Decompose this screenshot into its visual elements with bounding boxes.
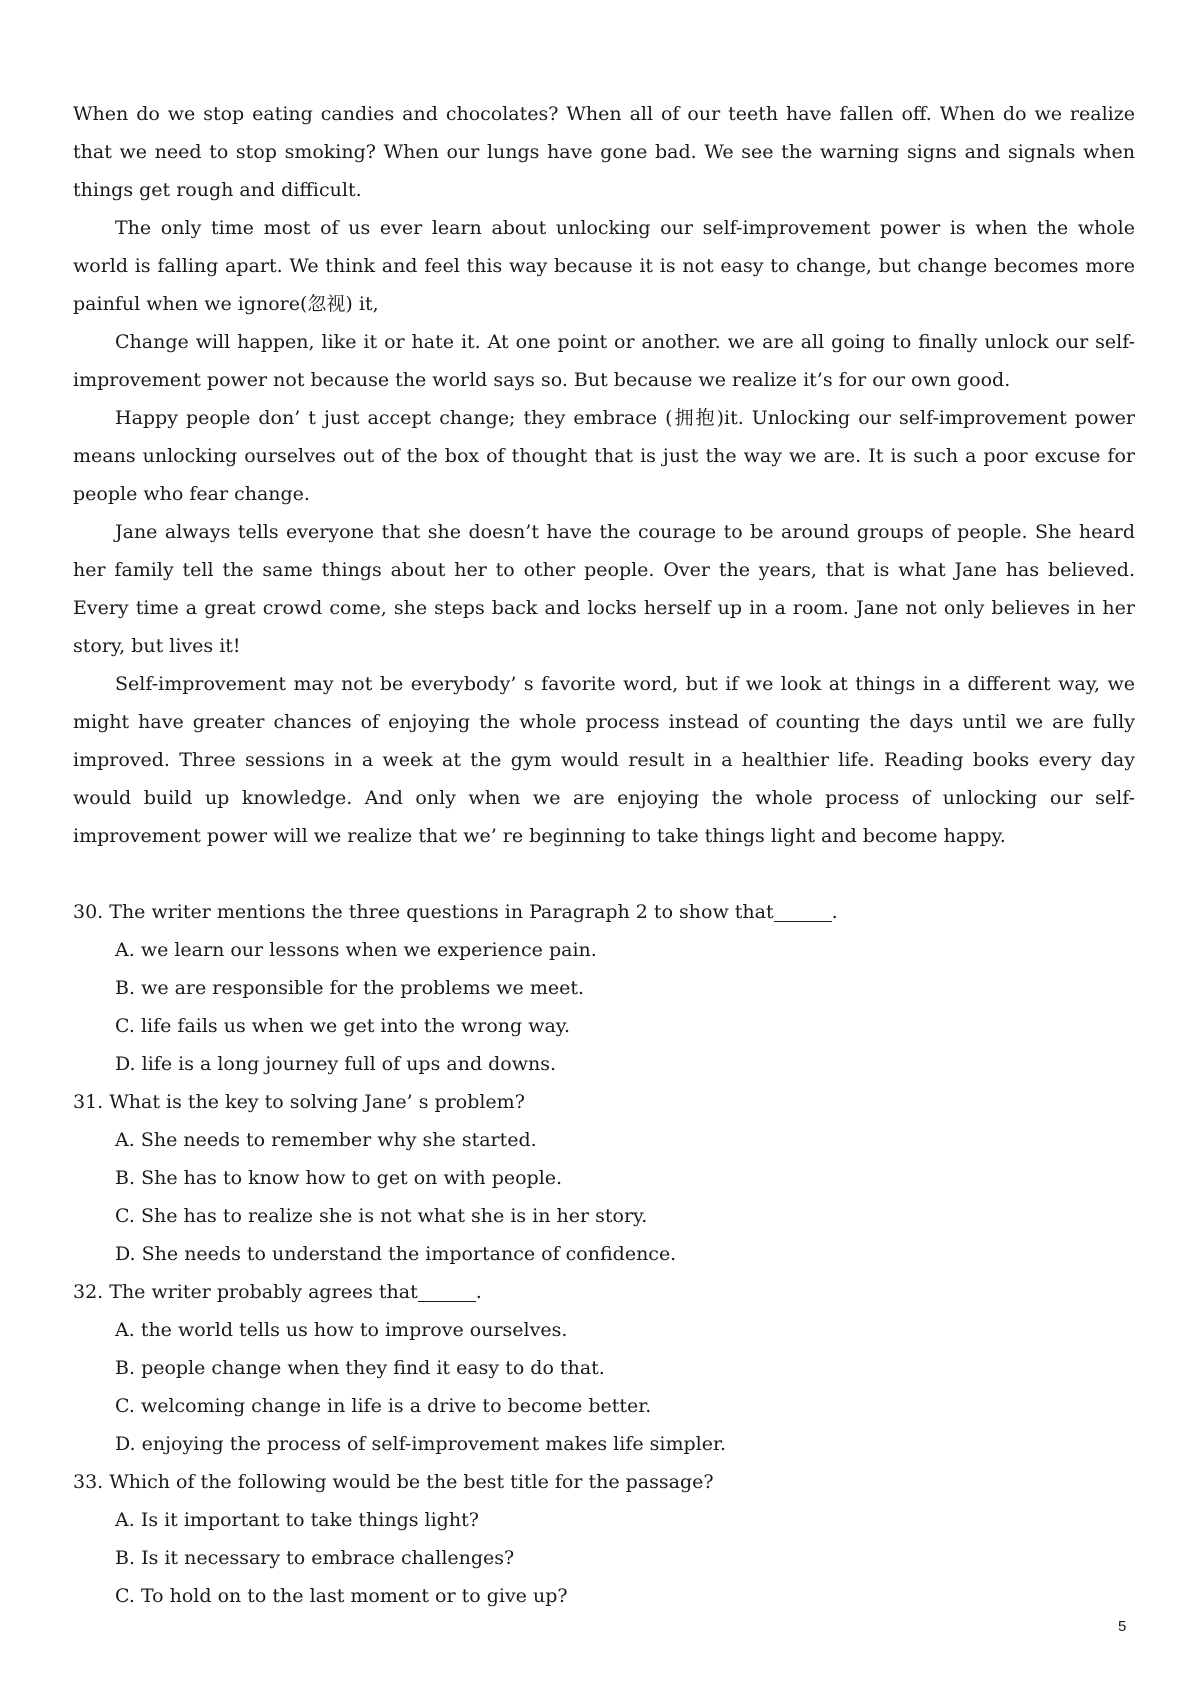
answer-option [73,969,1135,1007]
question-text: The writer mentions the three questions in Paragraph 2 to show that [109,901,774,923]
question-stem [73,893,1135,931]
option-letter: C. [115,1205,135,1227]
option-text: To hold on to the last moment or to give up? [140,1585,568,1607]
answer-option [73,1121,1135,1159]
reading-passage [73,95,1135,855]
question-number: 33. [73,1471,104,1493]
passage-paragraph: Happy people don’ t just accept change; they embrace (拥抱)it. Unlocking our self-improvement power means unlocking ourselves out of the box of thought that is just the way we are. It is such a poor excuse for people who fear change. [73,407,1135,505]
question-text: What is the key to solving Jane’ s problem? [109,1091,525,1113]
option-text: life fails us when we get into the wrong way. [140,1015,571,1037]
option-text: people change when they find it easy to do that. [141,1357,605,1379]
option-text: we learn our lessons when we experience pain. [140,939,597,961]
question-number: 32. [73,1281,104,1303]
option-letter: A. [115,939,135,961]
answer-option [73,1235,1135,1273]
passage-paragraph: Change will happen, like it or hate it. At one point or another. we are all going to finally unlock our self-improvement power not because the world says so. But because we realize it’s for our own good. [73,331,1135,391]
answer-option [73,1197,1135,1235]
passage-paragraph: When do we stop eating candies and chocolates? When all of our teeth have fallen off. When do we realize that we need to stop smoking? When our lungs have gone bad. We see the warning signs and signals when things get rough and difficult. [73,103,1135,201]
question-stem [73,1273,1135,1311]
option-letter: B. [115,1547,136,1569]
option-letter: C. [115,1015,135,1037]
question-number: 31. [73,1091,104,1113]
question-list [73,893,1135,1615]
option-text: we are responsible for the problems we meet. [141,977,585,999]
answer-option [73,1311,1135,1349]
option-letter: A. [115,1319,135,1341]
option-text: Is it necessary to embrace challenges? [141,1547,515,1569]
question-text: Which of the following would be the best title for the passage? [109,1471,714,1493]
question-end-punctuation: . [831,901,838,923]
option-letter: B. [115,1357,136,1379]
answer-option [73,1045,1135,1083]
option-letter: D. [115,1243,136,1265]
question-stem [73,1083,1135,1121]
passage-paragraph: Self-improvement may not be everybody’ s favorite word, but if we look at things in a different way, we might have greater chances of enjoying the whole process instead of counting the days until we are fully improved. Three sessions in a week at the gym would result in a healthier life. Reading books every day would build up knowledge. And only when we are enjoying the whole process of unlocking our self-improvement power will we realize that we’ re beginning to take things light and become happy. [73,673,1135,847]
answer-option [73,1159,1135,1197]
question-stem [73,1463,1135,1501]
option-text: life is a long journey full of ups and downs. [141,1053,557,1075]
question-end-punctuation: . [475,1281,482,1303]
option-text: the world tells us how to improve ourselves. [140,1319,568,1341]
answer-option [73,931,1135,969]
option-text: welcoming change in life is a drive to become better. [140,1395,652,1417]
option-letter: C. [115,1395,135,1417]
option-letter: B. [115,977,136,999]
option-text: She needs to remember why she started. [140,1129,537,1151]
answer-option [73,1539,1135,1577]
question-number: 30. [73,901,104,923]
answer-option [73,1501,1135,1539]
option-letter: D. [115,1433,136,1455]
answer-blank [774,899,832,922]
option-letter: A. [115,1509,135,1531]
answer-option [73,1577,1135,1615]
passage-paragraph: Jane always tells everyone that she doesn’t have the courage to be around groups of people. She heard her family tell the same things about her to other people. Over the years, that is what Jane has believed. Every time a great crowd come, she steps back and locks herself up in a room. Jane not only believes in her story, but lives it! [73,521,1135,657]
answer-option [73,1387,1135,1425]
question-text: The writer probably agrees that [109,1281,418,1303]
option-text: She needs to understand the importance of confidence. [141,1243,677,1265]
passage-paragraph: The only time most of us ever learn about unlocking our self-improvement power is when the whole world is falling apart. We think and feel this way because it is not easy to change, but change becomes more painful when we ignore(忽视) it, [73,217,1135,315]
option-text: enjoying the process of self-improvement makes life simpler. [141,1433,726,1455]
answer-option [73,1349,1135,1387]
option-text: She has to realize she is not what she is in her story. [140,1205,648,1227]
answer-option [73,1425,1135,1463]
answer-option [73,1007,1135,1045]
answer-blank [418,1279,476,1302]
option-letter: C. [115,1585,135,1607]
option-letter: B. [115,1167,136,1189]
option-letter: A. [115,1129,135,1151]
option-letter: D. [115,1053,136,1075]
option-text: She has to know how to get on with people. [141,1167,563,1189]
option-text: Is it important to take things light? [140,1509,479,1531]
page-number: 5 [1118,1618,1127,1635]
